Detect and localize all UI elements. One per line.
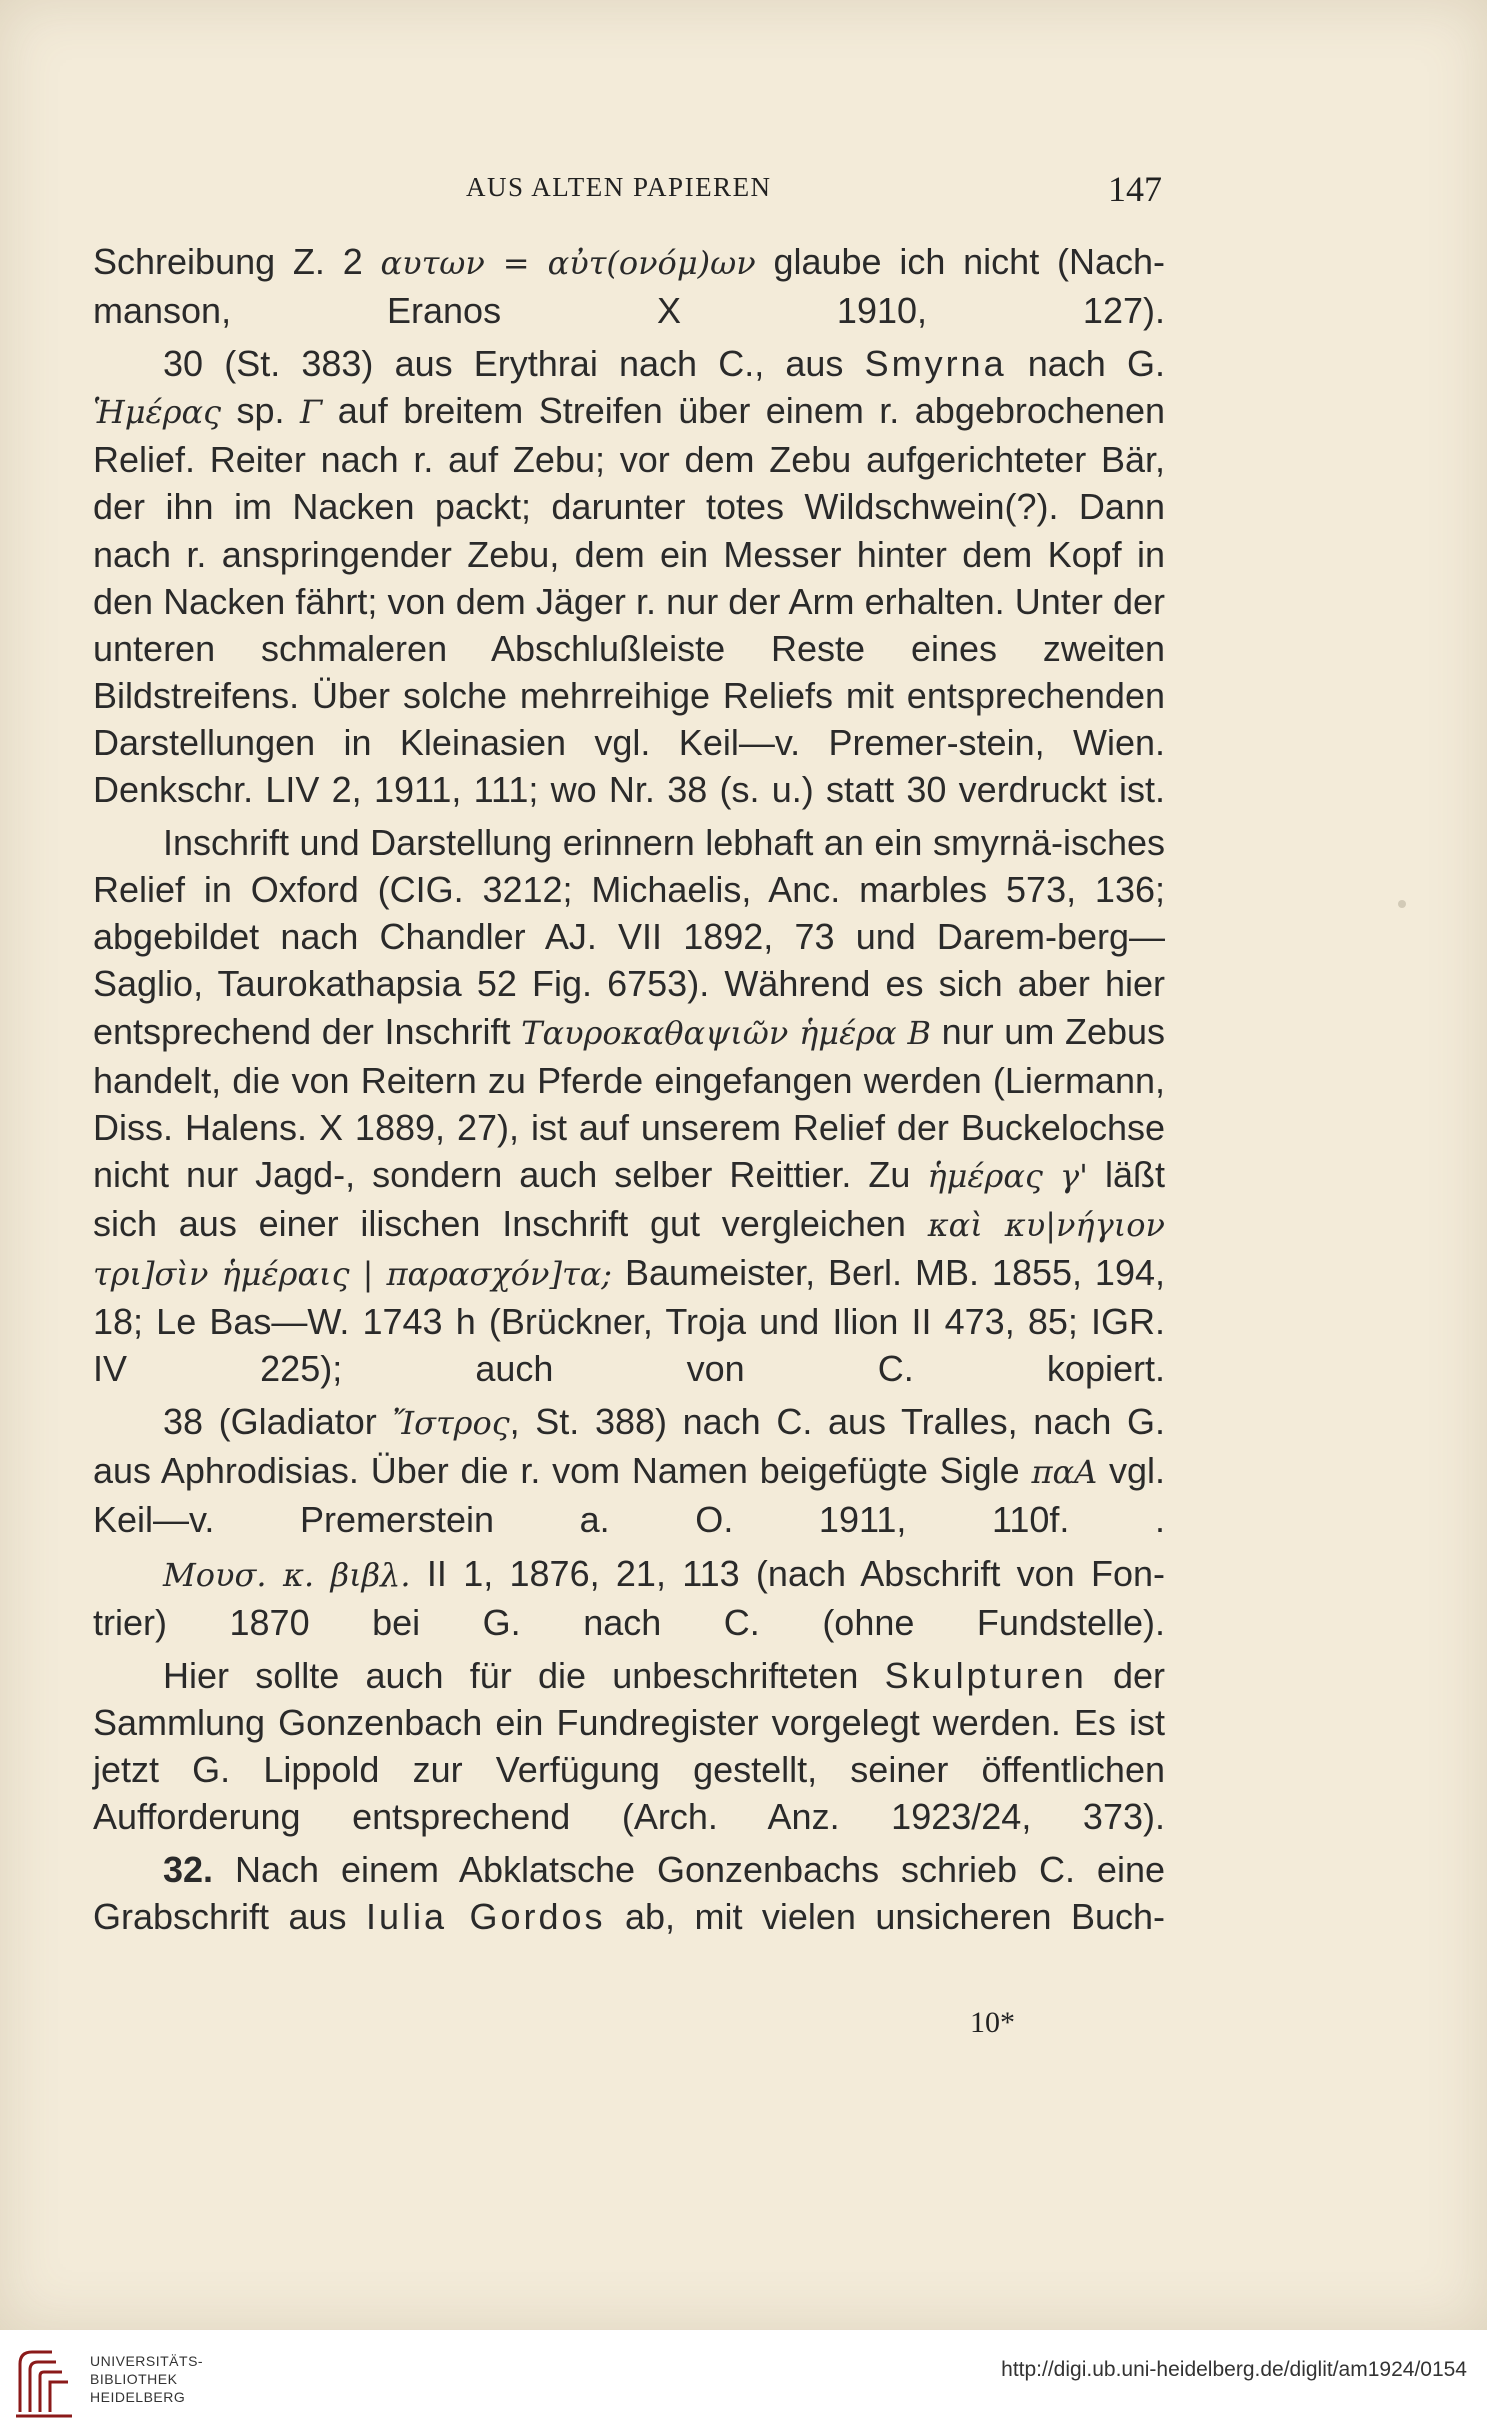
paper-blemish: [1398, 900, 1406, 908]
paragraph: [93, 238, 1165, 334]
signature-mark: 10*: [970, 2006, 1015, 2039]
text-segment: Ἡμέρας: [93, 393, 222, 432]
paragraph: [93, 1652, 1165, 1840]
text-segment: nach G.: [1006, 343, 1165, 385]
body-text: [93, 238, 1165, 1940]
text-segment: Γ: [300, 393, 323, 432]
text-segment: 38 (Gladiator: [163, 1401, 393, 1443]
text-segment: glaube ich nicht (Nach-manson, Eranos X 1910, 127).: [93, 241, 1166, 332]
text-segment: ἡμέρας γ': [927, 1156, 1088, 1195]
paragraph: [93, 819, 1165, 1392]
library-name-line: UNIVERSITÄTS-: [90, 2353, 204, 2369]
text-segment: nur um Zebus handelt, die von Reitern zu Pferde eingefangen werden (Liermann, Diss. Halens. X 1889, 27), ist auf unserem Relief der Buckelochse nicht nur Jagd-, sondern auch selber Reittier. Zu: [93, 1010, 1166, 1195]
text-segment: Nach einem Abklatsche Gonzenbachs schrieb C. eine Grabschrift aus: [93, 1849, 1165, 1938]
paragraph: [93, 340, 1165, 813]
paragraph: [93, 1398, 1165, 1543]
text-segment: sp.: [221, 390, 301, 432]
running-head: [0, 168, 1487, 218]
library-name-line: BIBLIOTHEK: [90, 2371, 178, 2387]
text-segment: vgl. Keil—v. Premerstein a. O. 1911, 110f. .: [93, 1450, 1165, 1541]
library-name-line: HEIDELBERG: [90, 2389, 186, 2405]
running-title: AUS ALTEN PAPIEREN: [466, 172, 772, 202]
library-logo-icon: [12, 2342, 82, 2422]
text-segment: 30 (St. 383) aus Erythrai nach C., aus: [163, 343, 865, 385]
paragraph: [93, 1550, 1165, 1646]
text-segment: ab, mit vielen unsicheren Buch-: [605, 1896, 1165, 1938]
text-segment: Schreibung Z. 2: [93, 241, 381, 282]
text-segment: Smyrna: [864, 343, 1007, 385]
text-segment: II 1, 1876, 21, 113 (nach Abschrift von Fon-trier) 1870 bei G. nach C. (ohne Fundstelle).: [93, 1552, 1165, 1643]
footer: [0, 2330, 1487, 2434]
text-segment: auf breitem Streifen über einem r. abgebrochenen Relief. Reiter nach r. auf Zebu; vor dem Zebu aufgerichteter Bär, der ihn im Nacken packt; darunter totes Wildschwein(?). Dann nach r. anspringender Zebu, dem ein Messer hinter dem Kopf in den Nacken fährt; von dem Jäger r. nur der Arm erhalten. Unter der unteren schmaleren Abschlußleiste Reste eines zweiten Bildstreifens. Über solche mehrreihige Reliefs mit entsprechenden Darstellungen in Kleinasien vgl. Keil—v. Premer-stein, Wien. Denkschr. LIV 2, 1911, 111; wo Nr. 38 (s. u.) statt 30 verdruckt ist.: [93, 390, 1166, 811]
text-segment: αυτων = αὐτ(ονόμ)ων: [380, 244, 756, 282]
page-number: 147: [1108, 169, 1162, 209]
text-segment: 32.: [163, 1849, 214, 1891]
source-url-link[interactable]: http://digi.ub.uni-heidelberg.de/diglit/am1924/0154: [1001, 2358, 1467, 2381]
paragraph: [93, 1846, 1165, 1940]
text-segment: Ἴστρος: [392, 1404, 510, 1443]
text-segment: Hier sollte auch für die unbeschrifteten: [163, 1654, 885, 1696]
text-segment: Skulpturen: [884, 1654, 1087, 1696]
text-segment: der Sammlung Gonzenbach ein Fundregister vorgelegt werden. Es ist jetzt G. Lippold zur Verfügung gestellt, seiner öffentlichen Aufforderung entsprechend (Arch. Anz. 1923/24, 373).: [93, 1654, 1165, 1837]
text-segment: παΑ: [1031, 1453, 1098, 1492]
text-segment: Inschrift und Darstellung erinnern lebhaft an ein smyrnä-isches Relief in Oxford (CIG. 3212; Michaelis, Anc. marbles 573, 136; abgebildet nach Chandler AJ. VII 1892, 73 und Darem-berg—Saglio, Taurokathapsia 52 Fig. 6753). Während es sich aber hier entsprechend der Inschrift: [93, 822, 1165, 1052]
text-segment: Μουσ. κ. βιβλ.: [163, 1555, 411, 1594]
text-segment: καὶ κυ|νήγιον τρι]σὶν ἡμέραις | παρασχόν]τα;: [93, 1205, 1165, 1293]
library-name: [90, 2352, 203, 2406]
text-segment: , St. 388) nach C. aus Tralles, nach G. aus Aphrodisias. Über die r. vom Namen beigefügte Sigle: [93, 1401, 1166, 1492]
text-segment: Ταυροκαθαψιῶν ἡμέρα Β: [521, 1013, 931, 1052]
text-segment: läßt sich aus einer ilischen Inschrift gut vergleichen: [93, 1153, 1165, 1244]
text-segment: Iulia Gordos: [365, 1896, 606, 1938]
text-segment: Baumeister, Berl. MB. 1855, 194, 18; Le Bas—W. 1743 h (Brückner, Troja und Ilion II 473, 85; IGR. IV 225); auch von C. kopiert.: [93, 1251, 1165, 1390]
